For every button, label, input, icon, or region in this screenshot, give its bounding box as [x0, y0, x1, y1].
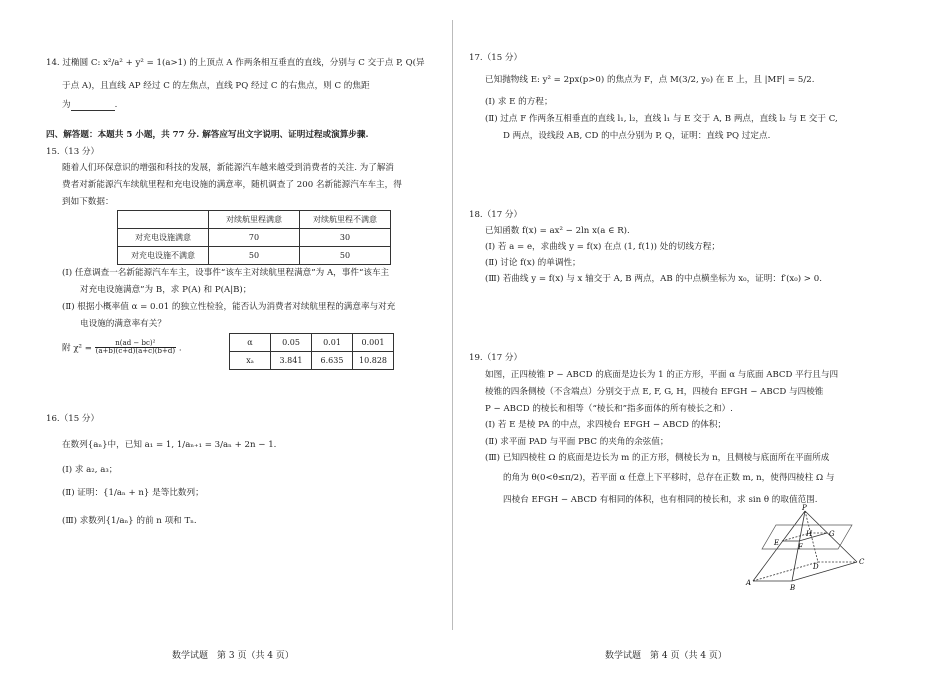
q18-part3: (Ⅲ) 若曲线 y = f(x) 与 x 轴交于 A, B 两点，AB 的中点横坐标为 x₀，证明：f′(x₀) > 0. [485, 274, 822, 284]
table-row [118, 247, 391, 265]
q15-part1-a: (Ⅰ) 任意调查一名新能源汽车车主，设事件“该车主对续航里程满意”为 A，事件“该车主 [62, 268, 390, 278]
q15-part2-b: 电设施的满意率有关？ [80, 319, 166, 329]
survey-table [117, 210, 391, 265]
table-cell: 3.841 [271, 352, 312, 370]
q17-header: 17.（15 分） [469, 53, 523, 63]
label-H: H [806, 530, 813, 538]
q15-intro2: 费者对新能源汽车续航里程和充电设施的满意率，随机调查了 200 名新能源汽车车主，得 [62, 180, 402, 190]
q15-part1-b: 对充电设施满意”为 B，求 P(A) 和 P(A|B)； [80, 285, 252, 295]
page-footer-left: 数学试题 第 3 页（共 4 页） [172, 651, 294, 661]
table-cell: α [230, 334, 271, 352]
table-row [230, 352, 394, 370]
q19-part3-b: 的角为 θ(0<θ≤π/2)，若平面 α 任意上下平移时，总存在正数 m, n，使得四棱柱 Ω 与 [503, 473, 835, 483]
table-cell: 6.635 [312, 352, 353, 370]
edge-AD [753, 562, 818, 581]
label-D: D [813, 563, 819, 571]
table-row [118, 229, 391, 247]
formula-fraction [95, 340, 176, 356]
table-cell: 70 [209, 229, 300, 247]
q15-part2-a: (Ⅱ) 根据小概率值 α = 0.01 的独立性检验，能否认为消费者对续航里程的满意率与对充 [62, 302, 396, 312]
q16-header: 16.（15 分） [46, 414, 100, 424]
table-row [230, 334, 394, 352]
answer-blank [71, 102, 115, 111]
critical-value-table [229, 333, 394, 370]
left-page [0, 0, 452, 688]
q17-part2-a: (Ⅱ) 过点 F 作两条互相垂直的直线 l₁, l₂，直线 l₁ 与 E 交于 A, B 两点，直线 l₂ 与 E 交于 C, [485, 114, 838, 124]
label-E: E [774, 539, 780, 547]
page-divider [452, 20, 453, 630]
q16-part1: (Ⅰ) 求 a₂, a₃； [62, 465, 118, 475]
formula-end: . [178, 343, 182, 354]
table-header-row [118, 211, 391, 229]
q19-part3-a: (Ⅲ) 已知四棱柱 Ω 的底面是边长为 m 的正方形，侧棱长为 n，且侧棱与底面所在平面所成 [485, 453, 830, 463]
section-heading: 四、解答题：本题共 5 小题，共 77 分. 解答应写出文字说明、证明过程或演算步骤. [46, 130, 369, 140]
q16-line1: 在数列{aₙ}中，已知 a₁ = 1, 1/aₙ₊₁ = 3/aₙ + 2n − 1. [62, 440, 277, 450]
q19-part1: (Ⅰ) 若 E 是棱 PA 的中点，求四棱台 EFGH − ABCD 的体积； [485, 420, 727, 430]
table-cell: 30 [300, 229, 391, 247]
formula-denominator: (a+b)(c+d)(a+c)(b+d) [95, 347, 176, 356]
q14-line2: 于点 A)，且直线 AP 经过 C 的左焦点，直线 PQ 经过 C 的右焦点，则 C 的焦距 [62, 81, 370, 91]
q19-line2: 棱锥的四条侧棱（不含端点）分别交于点 E, F, G, H，四棱台 EFGH − ABCD 与四棱锥 [485, 387, 824, 397]
edge-BC [792, 562, 857, 581]
q17-line1: 已知抛物线 E: y² = 2px(p>0) 的焦点为 F，点 M(3/2, y₀) 在 E 上，且 |MF| = 5/2. [485, 75, 815, 85]
table-header-cell: 对续航里程不满意 [300, 211, 391, 229]
q19-part3-c: 四棱台 EFGH − ABCD 有相同的体积，也有相同的棱长和，求 sin θ 的取值范围. [503, 495, 818, 505]
table-cell: 50 [209, 247, 300, 265]
q14-prefix: 为 [62, 100, 71, 110]
table-cell: xₐ [230, 352, 271, 370]
q18-part1: (Ⅰ) 若 a = e，求曲线 y = f(x) 在点 (1, f(1)) 处的切线方程； [485, 242, 720, 252]
label-B: B [790, 584, 796, 592]
label-A: A [746, 579, 752, 587]
q19-header: 19.（17 分） [469, 353, 523, 363]
table-cell: 10.828 [353, 352, 394, 370]
q19-line3: P − ABCD 的棱长和相等（“棱长和”指多面体的所有棱长之和）. [485, 404, 733, 414]
label-G: G [829, 530, 835, 538]
q17-part1: (Ⅰ) 求 E 的方程； [485, 97, 553, 107]
table-cell: 50 [300, 247, 391, 265]
table-cell: 0.001 [353, 334, 394, 352]
table-header-cell: 对续航里程满意 [209, 211, 300, 229]
formula-numerator: n(ad − bc)² [95, 340, 176, 348]
table-cell: 对充电设施满意 [118, 229, 209, 247]
q17-part2-b: D 两点，设线段 AB, CD 的中点分别为 P, Q，证明：直线 PQ 过定点. [503, 131, 771, 141]
label-C: C [859, 558, 865, 566]
table-cell: 对充电设施不满意 [118, 247, 209, 265]
page-footer-right: 数学试题 第 4 页（共 4 页） [605, 651, 727, 661]
q18-header: 18.（17 分） [469, 210, 523, 220]
q16-part2: (Ⅱ) 证明：{1/aₙ + n} 是等比数列； [62, 488, 204, 498]
q14-line3 [62, 100, 117, 111]
table-cell: 0.01 [312, 334, 353, 352]
chi-square-formula [62, 340, 182, 356]
table-cell: 0.05 [271, 334, 312, 352]
q19-part2: (Ⅱ) 求平面 PAD 与平面 PBC 的夹角的余弦值； [485, 437, 669, 447]
pyramid-figure [740, 503, 870, 595]
edge-FG [799, 533, 827, 541]
label-P: P [802, 504, 807, 512]
q14-suffix: . [114, 100, 118, 110]
q14-line1: 14. 过椭圆 C: x²/a² + y² = 1(a>1) 的上顶点 A 作两条相互垂直的直线，分别与 C 交于点 P, Q(异 [46, 58, 425, 68]
q18-part2: (Ⅱ) 讨论 f(x) 的单调性； [485, 258, 581, 268]
q18-line1: 已知函数 f(x) = ax² − 2ln x(a ∈ R). [485, 226, 630, 236]
formula-label: 附 χ² = [62, 343, 92, 354]
q16-part3: (Ⅲ) 求数列{1/aₙ} 的前 n 项和 Tₙ. [62, 516, 197, 526]
q15-intro3: 到如下数据： [62, 197, 114, 207]
q15-intro1: 随着人们环保意识的增强和科技的发展，新能源汽车越来越受到消费者的关注. 为了解消 [62, 163, 395, 173]
q19-line1: 如图，正四棱锥 P − ABCD 的底面是边长为 1 的正方形，平面 α 与底面 ABCD 平行且与四 [485, 370, 839, 380]
table-header-cell [118, 211, 209, 229]
label-F: F [798, 543, 803, 551]
q15-header: 15.（13 分） [46, 147, 100, 157]
right-page [455, 0, 950, 688]
